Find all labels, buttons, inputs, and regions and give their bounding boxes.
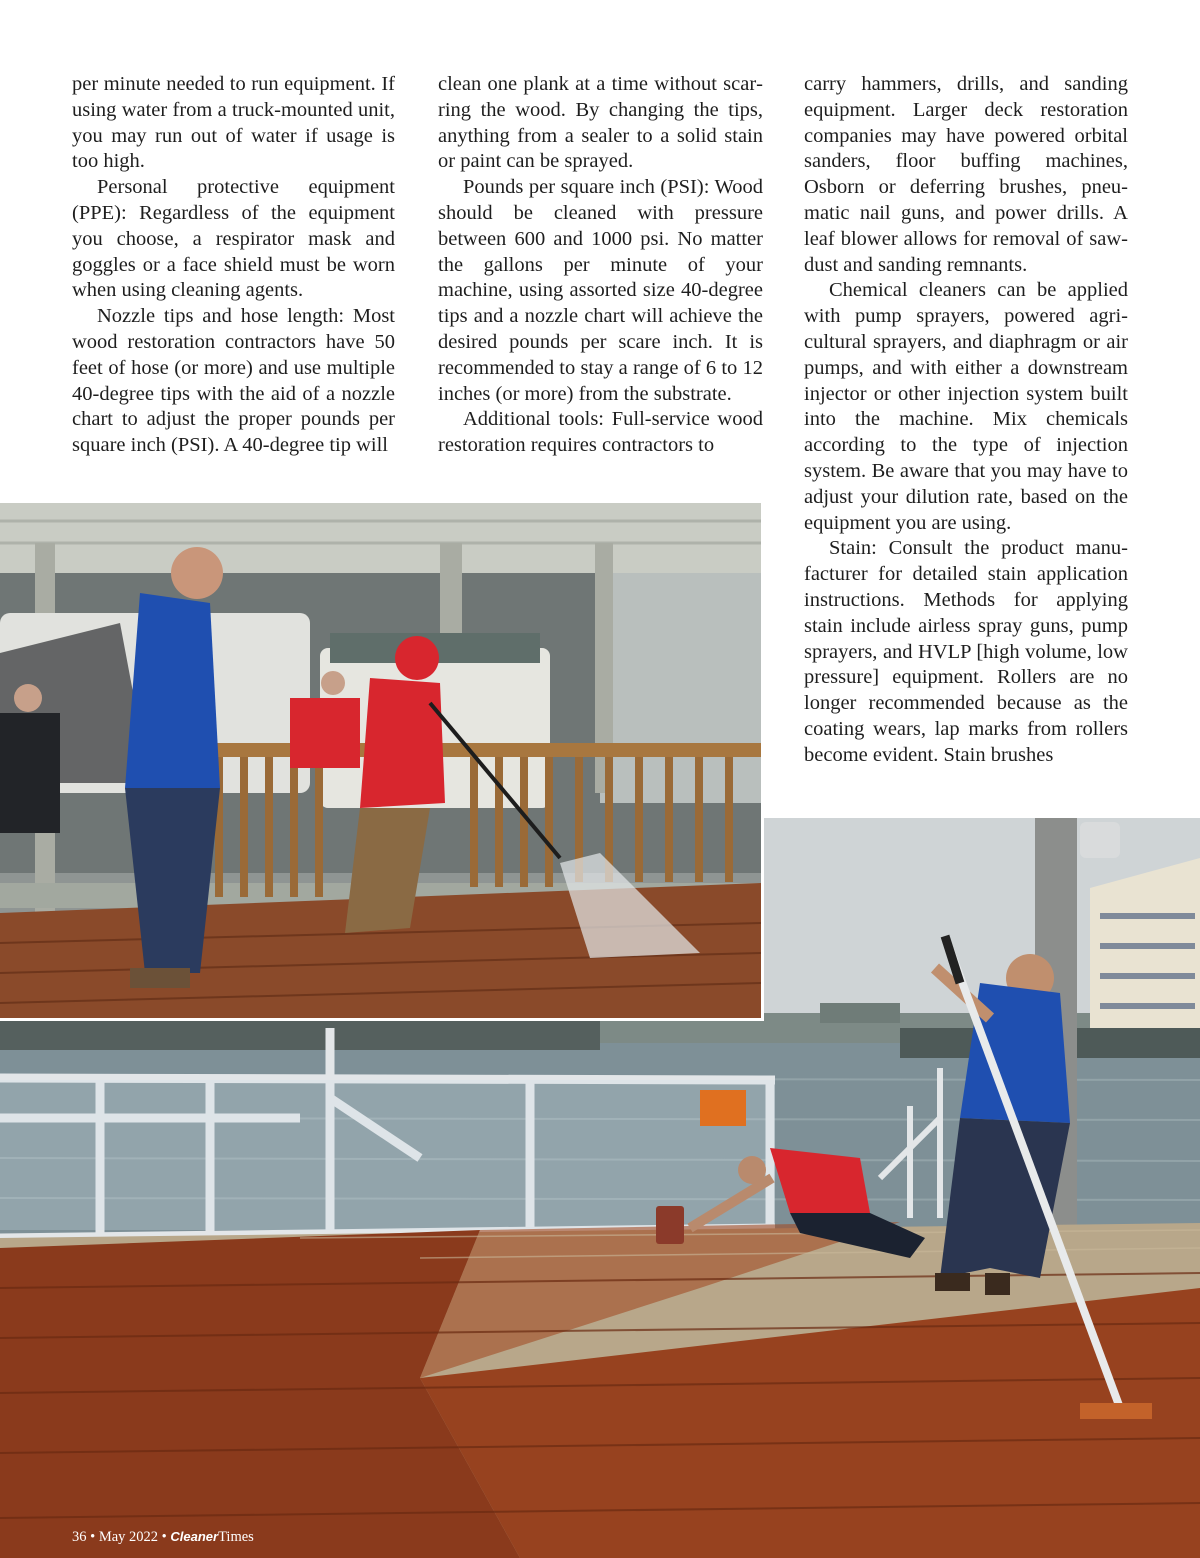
- photo-pressure-washing-deck: [0, 503, 764, 1021]
- magazine-brand-suffix: Times: [218, 1529, 254, 1545]
- paragraph: Personal protective equipment (PPE): Regardless of the equipment you choose, a respirator mask and goggles or a face shield must be worn when using cleaning agents.: [72, 176, 395, 302]
- paragraph: Chemical cleaners can be applied with pump sprayers, powered agricultural sprayers, and diaphragm or air pumps, and with either a downstream injector or other injection system built into the machine. Mix chemicals according to the type of injection system. Be aware that you may have to adjust your dilution rate, based on the equipment you are using.: [804, 279, 1128, 534]
- page-footer: [72, 1529, 254, 1546]
- paragraph: Nozzle tips and hose length: Most wood restoration contractors have 50 feet of hose (or more) and use multiple 40-degree tips with the aid of a nozzle chart to adjust the proper pounds per square inch (PSI). A 40-degree tip will: [72, 305, 395, 457]
- wash-photo-illustration: [0, 503, 761, 1018]
- magazine-brand: Cleaner: [170, 1529, 219, 1544]
- issue-date: May 2022: [98, 1529, 159, 1545]
- footer-separator: •: [161, 1529, 167, 1545]
- article-column-1: [72, 72, 395, 459]
- article-column-3: [804, 72, 1128, 769]
- article-column-2: [438, 72, 763, 459]
- paragraph: carry hammers, drills, and sanding equipment. Larger deck restoration companies may have powered orbital sanders, floor buffing machines, Osborn or deferring brushes, pneumatic nail guns, and power drills. A leaf blower allows for removal of sawdust and sanding remnants.: [804, 73, 1128, 276]
- paragraph: Pounds per square inch (PSI): Wood should be cleaned with pressure between 600 and 1000 psi. No matter the gallons per minute of your machine, using assorted size 40-degree tips and a nozzle chart will achieve the desired pounds per scare inch. It is recommended to stay a range of 6 to 12 inches (or more) from the substrate.: [438, 176, 763, 405]
- footer-separator: •: [90, 1529, 96, 1545]
- page-number: 36: [72, 1529, 87, 1545]
- paragraph: per minute needed to run equipment. If using water from a truck-mounted unit, you may run out of water if usage is too high.: [72, 73, 395, 173]
- paragraph: Additional tools: Full-service wood restoration requires contractors to: [438, 408, 763, 457]
- paragraph: clean one plank at a time without scarring the wood. By changing the tips, anything from a sealer to a solid stain or paint can be sprayed.: [438, 73, 763, 173]
- paragraph: Stain: Consult the product manufacturer for detailed stain application instructions. Methods for applying stain include airless spray guns, pump sprayers, and HVLP [high volume, low pressure] equipment. Rollers are no longer recommended because as the coating wears, lap marks from rollers become evident. Stain brushes: [804, 537, 1128, 766]
